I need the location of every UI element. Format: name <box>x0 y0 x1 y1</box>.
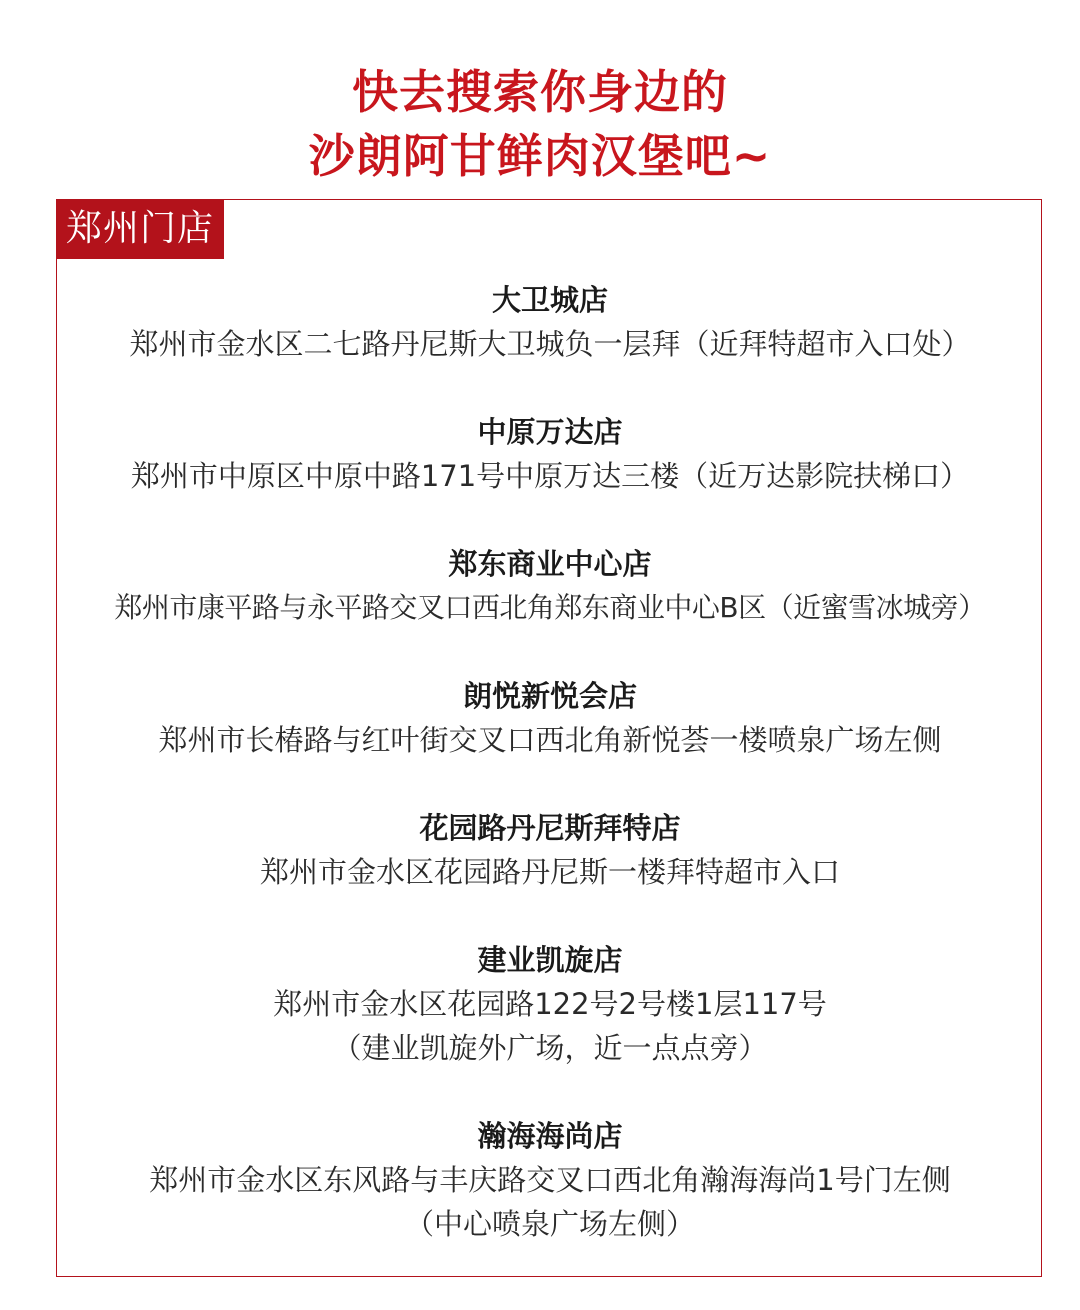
store-address: 郑州市金水区二七路丹尼斯大卫城负一层拜（近拜特超市入口处） <box>129 327 971 361</box>
store-address-note: （中心喷泉广场左侧） <box>404 1207 695 1241</box>
store-item <box>60 410 1040 498</box>
store-item <box>60 674 1040 762</box>
store-name: 郑东商业中心店 <box>448 547 652 581</box>
store-name: 朗悦新悦会店 <box>462 679 637 713</box>
city-tag: 郑州门店 <box>56 199 224 259</box>
store-address: 郑州市金水区东风路与丰庆路交叉口西北角瀚海海尚1号门左侧 <box>149 1163 951 1197</box>
store-name: 建业凯旋店 <box>477 943 623 977</box>
store-address: 郑州市金水区花园路122号2号楼1层117号 <box>273 987 827 1021</box>
store-item <box>60 278 1040 366</box>
store-list <box>60 278 1040 1290</box>
store-address: 郑州市金水区花园路丹尼斯一楼拜特超市入口 <box>259 855 840 889</box>
store-item <box>60 1114 1040 1246</box>
headline <box>0 60 1080 188</box>
store-address: 郑州市中原区中原中路171号中原万达三楼（近万达影院扶梯口） <box>130 459 970 493</box>
store-name: 中原万达店 <box>477 415 623 449</box>
store-name: 大卫城店 <box>491 283 608 317</box>
store-address: 郑州市长椿路与红叶街交叉口西北角新悦荟一楼喷泉广场左侧 <box>158 723 942 757</box>
store-address-note: （建业凯旋外广场，近一点点旁） <box>332 1031 768 1065</box>
store-item <box>60 542 1040 630</box>
headline-line-1: 快去搜索你身边的 <box>352 65 728 119</box>
store-name: 花园路丹尼斯拜特店 <box>419 811 681 845</box>
store-item <box>60 806 1040 894</box>
store-name: 瀚海海尚店 <box>477 1119 623 1153</box>
store-item <box>60 938 1040 1070</box>
headline-line-2: 沙朗阿甘鲜肉汉堡吧~ <box>308 129 772 183</box>
store-address: 郑州市康平路与永平路交叉口西北角郑东商业中心B区（近蜜雪冰城旁） <box>114 591 986 624</box>
